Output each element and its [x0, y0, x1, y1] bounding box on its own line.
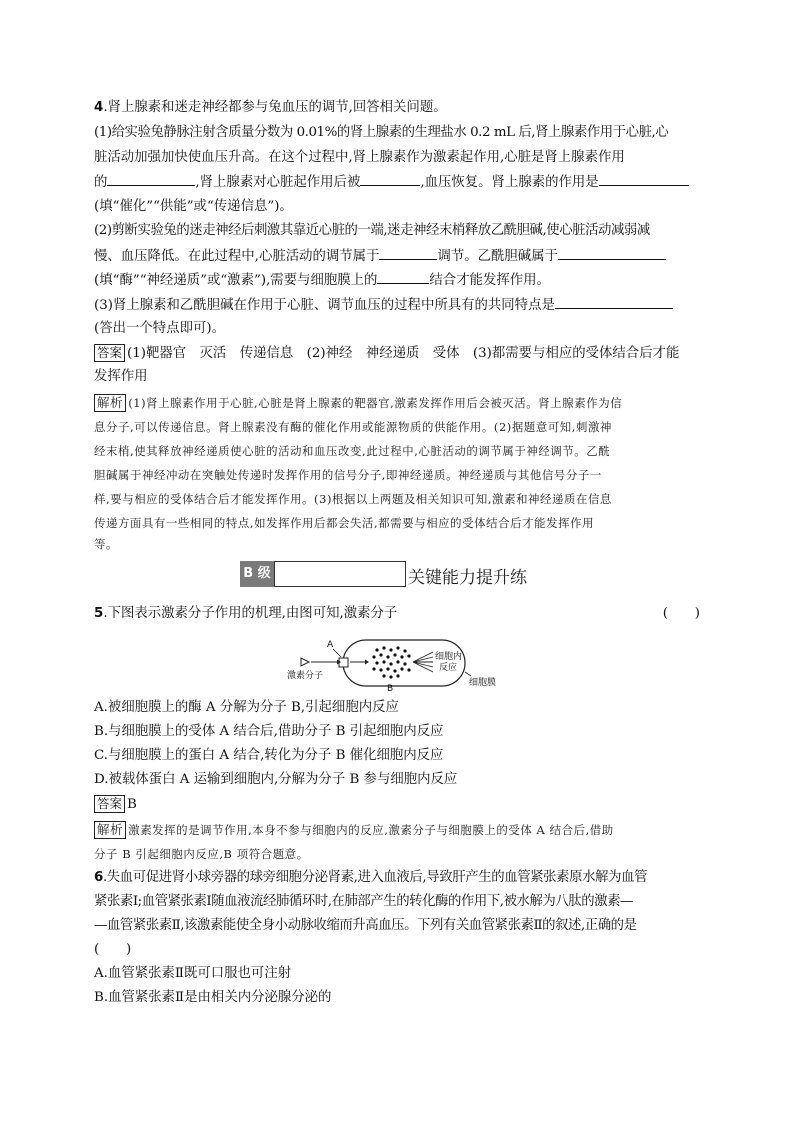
q5-explain-line-1 [94, 819, 700, 841]
section-level-tag: B 级 [240, 561, 274, 587]
q4-blank-1[interactable] [107, 171, 195, 186]
label-membrane: 细胞膜 [469, 678, 497, 688]
q4-blank-6[interactable] [377, 269, 429, 284]
q5-option-b[interactable]: B.与细胞膜上的受体 A 结合后,借助分子 B 引起细胞内反应 [94, 724, 444, 739]
q4-explain-line-1 [94, 392, 700, 414]
q4-p1-line-c [94, 171, 700, 193]
q6-answer-paren: ( ) [94, 942, 132, 957]
q4-answer-line-a [94, 343, 700, 365]
q4-explain-line-5: 样,要与相应的受体结合后才能发挥作用。(3)根据以上两题及相关知识可知,激素和神经递质在信息 [94, 492, 612, 506]
q5-stem [94, 603, 700, 625]
q6-option-a[interactable]: A.血管紧张素Ⅱ既可口服也可注射 [94, 966, 292, 981]
q5-explain-line-2: 分子 B 引起细胞内反应,B 项符合题意。 [94, 847, 309, 861]
q4-explain-line-6: 传递方面具有一些相同的特点,如发挥作用后都会失活,都需要与相应的受体结合后才能发挥作用 [94, 516, 595, 530]
q4-p1-text-1: 的 [94, 175, 108, 190]
q4-p3-line-b: (答出一个特点即可)。 [94, 321, 225, 336]
hormone-molecule-triangle [301, 658, 309, 666]
q5-explain-text-1: 激素发挥的是调节作用,本身不参与细胞内的反应,激素分子与细胞膜上的受体 A 结合后,借助 [128, 823, 614, 837]
q4-blank-7[interactable] [555, 294, 673, 309]
q4-explain-line-2: 息分子,可以传递信息。肾上腺素没有酶的催化作用或能源物质的供能作用。(2)据题意可知,刺激神 [94, 420, 612, 434]
label-reaction-2: 反应 [439, 663, 458, 673]
q4-p2-text-4: 结合才能发挥作用。 [429, 273, 550, 288]
q5-option-d[interactable]: D.被载体蛋白 A 运输到细胞内,分解为分子 B 参与细胞内反应 [94, 772, 458, 787]
answer-tag: 答案 [94, 344, 125, 362]
explain-tag: 解析 [94, 821, 126, 839]
membrane-label-leader [465, 672, 471, 676]
section-title: 关键能力提升练 [408, 568, 527, 588]
q6-number: 6 [94, 870, 103, 885]
q5-option-c[interactable]: C.与细胞膜上的蛋白 A 结合,转化为分子 B 催化细胞内反应 [94, 748, 444, 763]
q4-p2-line-b [94, 245, 700, 267]
q4-explain-text-1: (1)肾上腺素作用于心脏,心脏是肾上腺素的靶器官,激素发挥作用后会被灭活。肾上腺素作为信 [128, 396, 623, 410]
q4-blank-2[interactable] [360, 171, 420, 186]
q4-p2-text-3: (填“酶”“神经递质”或“激素”),需要与细胞膜上的 [94, 273, 378, 288]
q5-answer-line [94, 794, 700, 816]
label-a-leader [333, 649, 341, 657]
q4-answer-line-b: 发挥作用 [94, 369, 148, 384]
section-banner-box [274, 561, 406, 587]
q4-blank-5[interactable] [558, 245, 666, 260]
q6-stem-text-a: .失血可促进肾小球旁器的球旁细胞分泌肾素,进入血液后,导致肝产生的血管紧张素原水解为血管 [102, 870, 648, 885]
q4-title-text: .肾上腺素和迷走神经都参与兔血压的调节,回答相关问题。 [103, 100, 447, 115]
q4-p1-line-d: (填“催化”“供能”或“传递信息”)。 [94, 199, 293, 214]
explain-tag: 解析 [94, 394, 126, 412]
q5-answer-paren: ( ) [662, 606, 700, 621]
q6-stem-line-c: —血管紧张素Ⅱ,该激素能使全身小动脉收缩而升高血压。下列有关血管紧张素Ⅱ的叙述,正确的是 [94, 918, 637, 933]
q4-p1-text-2: ,肾上腺素对心脏起作用后被 [195, 175, 361, 190]
q4-explain-line-4: 胆碱属于神经冲动在突触处传递时发挥作用的信号分子,即神经递质。神经递质与其他信号分子一 [94, 468, 602, 482]
q5-number: 5 [94, 606, 104, 621]
molecule-b-dots [372, 646, 410, 678]
label-hormone: 激素分子 [287, 671, 324, 681]
q4-p1-text-3: ,血压恢复。肾上腺素的作用是 [420, 175, 599, 190]
hormone-mechanism-diagram [285, 636, 505, 694]
q5-stem-text: .下图表示激素分子作用的机理,由图可知,激素分子 [103, 606, 398, 621]
q5-answer-value: B [127, 797, 137, 812]
q5-option-a[interactable]: A.被细胞膜上的酶 A 分解为分子 B,引起细胞内反应 [94, 700, 399, 715]
q4-p2-text-1: 慢、血压降低。在此过程中,心脏活动的调节属于 [94, 249, 380, 264]
q4-p1-line-a: (1)给实验兔静脉注射含质量分数为 0.01%的肾上腺素的生理盐水 0.2 mL 后,肾上腺素作用于心脏,心 [94, 125, 669, 140]
q4-p3-text: (3)肾上腺素和乙酰胆碱在作用于心脏、调节血压的过程中所具有的共同特点是 [94, 298, 555, 313]
q4-number: 4 [94, 100, 104, 115]
q4-p3-line-a [94, 294, 700, 316]
q4-blank-3[interactable] [599, 171, 689, 186]
q4-explain-line-3: 经末梢,使其释放神经递质使心脏的活动和血压改变,此过程中,心脏活动的调节属于神经调节。乙酰 [94, 444, 611, 458]
reaction-arrows [413, 652, 433, 672]
q4-p2-line-a: (2)剪断实验兔的迷走神经后刺激其靠近心脏的一端,迷走神经末梢释放乙酰胆碱,使心脏活动减弱减 [94, 223, 650, 238]
q4-p2-line-c [94, 269, 700, 291]
q4-p1-line-b: 脏活动加强加快使血压升高。在这个过程中,肾上腺素作为激素起作用,心脏是肾上腺素作用 [94, 150, 625, 165]
label-a: A [327, 640, 334, 650]
q4-answer-text: (1)靶器官 灭活 传递信息 (2)神经 神经递质 受体 (3)都需要与相应的受体结合后才能 [127, 346, 680, 361]
q6-stem-line-a [94, 867, 700, 889]
receptor-a [339, 658, 348, 667]
hormone-diagram-svg [285, 636, 505, 694]
q6-option-b[interactable]: B.血管紧张素Ⅱ是由相关内分泌腺分泌的 [94, 990, 332, 1005]
q4-title [94, 97, 700, 119]
receptor-to-b-arrow-head [365, 660, 369, 665]
q6-stem-line-b: 紧张素Ⅰ;血管紧张素Ⅰ随血液流经肺循环时,在肺部产生的转化酶的作用下,被水解为八肽的激素— [94, 894, 633, 909]
label-reaction-1: 细胞内 [435, 652, 463, 662]
answer-tag: 答案 [94, 795, 125, 813]
q4-blank-4[interactable] [379, 245, 437, 260]
q4-p2-text-2: 调节。乙酰胆碱属于 [437, 249, 558, 264]
label-b: B [387, 684, 394, 694]
q4-explain-line-7: 等。 [94, 537, 118, 551]
